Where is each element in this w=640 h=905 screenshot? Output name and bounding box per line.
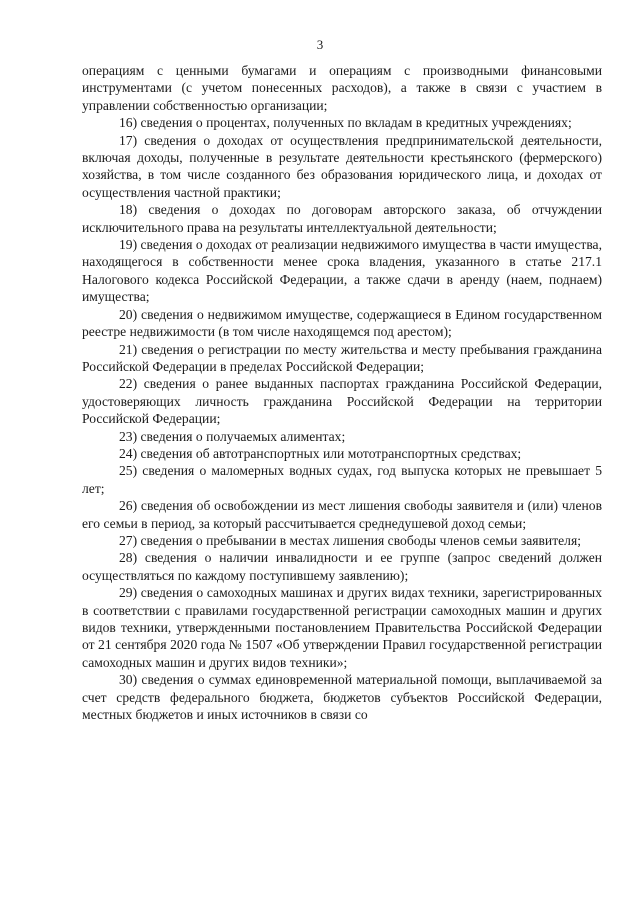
paragraph: 20) сведения о недвижимом имуществе, содержащиеся в Едином государственном реестре недвижимости (в том числе находящемся под арестом); [82, 306, 602, 340]
paragraph: 29) сведения о самоходных машинах и других видах техники, зарегистрированных в соответствии с правилами государственной регистрации самоходных машин и других видов техники, утвержденными постановлением Правительства Российской Федерации от 21 сентября 2020 года № 1507 «Об утверждении Правил государственной регистрации самоходных машин и других видов техники»; [82, 585, 602, 670]
paragraph: 27) сведения о пребывании в местах лишения свободы членов семьи заявителя; [119, 532, 581, 548]
paragraph: операциям с ценными бумагами и операциям с производными финансовыми инструментами (с учетом понесенных расходов), а также в связи с участием в управлении собственностью организации; [82, 63, 602, 113]
paragraph: 16) сведения о процентах, полученных по вкладам в кредитных учреждениях; [119, 115, 572, 131]
paragraph: 18) сведения о доходах по договорам авторского заказа, об отчуждении исключительного права на результаты интеллектуальной деятельности; [82, 202, 602, 235]
paragraph: 22) сведения о ранее выданных паспортах гражданина Российской Федерации, удостоверяющих личность гражданина Российской Федерации на территории Российской Федерации; [82, 376, 602, 427]
document-body [82, 62, 602, 723]
paragraph: 24) сведения об автотранспортных или мототранспортных средствах; [119, 445, 522, 461]
paragraph: 17) сведения о доходах от осуществления предпринимательской деятельности, включая доходы, полученные в результате деятельности крестьянского (фермерского) хозяйства, в том числе созданного без образования юридического лица, и доходах от осуществления частной практики; [82, 132, 602, 200]
paragraph: 21) сведения о регистрации по месту жительства и месту пребывания гражданина Российской Федерации в пределах Российской Федерации; [82, 341, 602, 374]
paragraph: 25) сведения о маломерных водных судах, год выпуска которых не превышает 5 лет; [82, 463, 602, 496]
paragraph: 19) сведения о доходах от реализации недвижимого имущества в части имущества, находящегося в собственности менее срока владения, указанного в статье 217.1 Налогового кодекса Российской Федерации, а также сдачи в аренду (наем, поднаем) имущества; [82, 237, 602, 305]
paragraph: 23) сведения о получаемых алиментах; [119, 428, 346, 444]
page-number: 3 [316, 37, 324, 52]
paragraph: 28) сведения о наличии инвалидности и ее группе (запрос сведений должен осуществляться по каждому поступившему заявлению); [82, 550, 602, 583]
paragraph: 30) сведения о суммах единовременной материальной помощи, выплачиваемой за счет средств федерального бюджета, бюджетов субъектов Российской Федерации, местных бюджетов и иных источников в связи со [82, 672, 602, 723]
paragraph: 26) сведения об освобождении из мест лишения свободы заявителя и (или) членов его семьи в период, за который рассчитывается среднедушевой доход семьи; [82, 498, 602, 531]
